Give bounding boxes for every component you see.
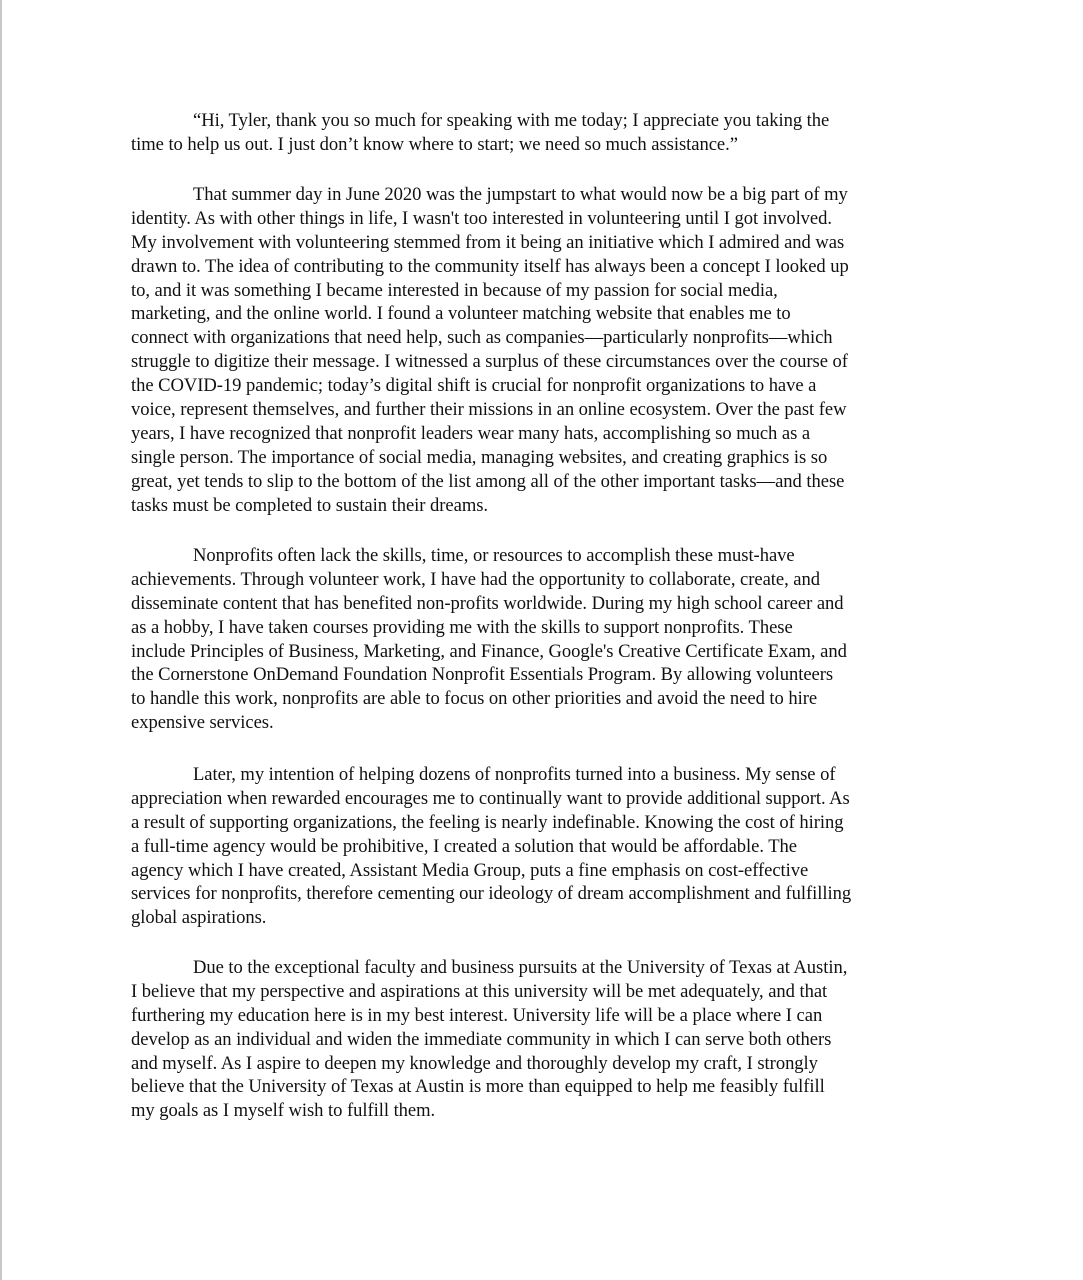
paragraph-first-line: Nonprofits often lack the skills, time, or resources to accomplish these must-have bbox=[193, 545, 795, 566]
paragraph-line: a full-time agency would be prohibitive, I created a solution that would be affordable. The bbox=[131, 835, 797, 857]
paragraph-line: single person. The importance of social media, managing websites, and creating graphics is so bbox=[131, 446, 828, 468]
paragraph-line: marketing, and the online world. I found a volunteer matching website that enables me to bbox=[131, 303, 791, 325]
paragraph-line: believe that the University of Texas at Austin is more than equipped to help me feasibly fulfill bbox=[131, 1076, 825, 1098]
paragraph-line: the Cornerstone OnDemand Foundation Nonprofit Essentials Program. By allowing volunteers bbox=[131, 664, 834, 686]
paragraph-line: appreciation when rewarded encourages me to continually want to provide additional support. As bbox=[131, 787, 850, 809]
paragraph-first-line: Later, my intention of helping dozens of nonprofits turned into a business. My sense of bbox=[193, 764, 836, 785]
paragraph-line: time to help us out. I just don’t know where to start; we need so much assistance.” bbox=[131, 133, 738, 155]
paragraph-line: develop as an individual and widen the immediate community in which I can serve both others bbox=[131, 1028, 832, 1050]
paragraph-line: years, I have recognized that nonprofit leaders wear many hats, accomplishing so much as a bbox=[131, 422, 811, 444]
page-edge bbox=[0, 0, 2, 1280]
paragraph-line: expensive services. bbox=[131, 712, 274, 734]
paragraph-nonprofit-skills bbox=[131, 544, 961, 735]
paragraph-line: struggle to digitize their message. I witnessed a surplus of these circumstances over the course of bbox=[131, 351, 848, 373]
paragraph-first-line: Due to the exceptional faculty and business pursuits at the University of Texas at Austin, bbox=[193, 957, 848, 978]
paragraph-line: drawn to. The idea of contributing to the community itself has always been a concept I looked up bbox=[131, 255, 849, 277]
paragraph-line: as a hobby, I have taken courses providing me with the skills to support nonprofits. These bbox=[131, 616, 793, 638]
paragraph-first-line: That summer day in June 2020 was the jumpstart to what would now be a big part of my bbox=[193, 184, 848, 205]
paragraph-line: My involvement with volunteering stemmed from it being an initiative which I admired and was bbox=[131, 231, 845, 253]
paragraph-line: achievements. Through volunteer work, I have had the opportunity to collaborate, create, and bbox=[131, 568, 820, 590]
paragraph-line: great, yet tends to slip to the bottom of the list among all of the other important tasks—and these bbox=[131, 470, 845, 492]
paragraph-line: connect with organizations that need help, such as companies—particularly nonprofits—which bbox=[131, 327, 833, 349]
paragraph-line: my goals as I myself wish to fulfill them. bbox=[131, 1100, 436, 1122]
paragraph-line: global aspirations. bbox=[131, 907, 267, 929]
paragraph-business-creation bbox=[131, 763, 961, 930]
paragraph-line: to handle this work, nonprofits are able to focus on other priorities and avoid the need to hire bbox=[131, 688, 818, 710]
paragraph-line: identity. As with other things in life, I wasn't too interested in volunteering until I got involved. bbox=[131, 207, 832, 229]
paragraph-line: include Principles of Business, Marketing, and Finance, Google's Creative Certificate Exam, and bbox=[131, 640, 847, 662]
paragraph-line: to, and it was something I became interested in because of my passion for social media, bbox=[131, 279, 778, 301]
paragraph-first-line: “Hi, Tyler, thank you so much for speaking with me today; I appreciate you taking the bbox=[193, 110, 830, 131]
paragraph-line: I believe that my perspective and aspirations at this university will be met adequately, and that bbox=[131, 980, 828, 1002]
paragraph-opening-quote bbox=[131, 109, 961, 157]
paragraph-university-closing bbox=[131, 956, 961, 1123]
paragraph-line: tasks must be completed to sustain their dreams. bbox=[131, 494, 489, 516]
paragraph-line: disseminate content that has benefited non-profits worldwide. During my high school career and bbox=[131, 592, 844, 614]
paragraph-line: the COVID-19 pandemic; today’s digital shift is crucial for nonprofit organizations to have a bbox=[131, 375, 817, 397]
paragraph-line: and myself. As I aspire to deepen my knowledge and thoroughly develop my craft, I strongly bbox=[131, 1052, 818, 1074]
paragraph-line: agency which I have created, Assistant Media Group, puts a fine emphasis on cost-effective bbox=[131, 859, 809, 881]
paragraph-volunteering-origin bbox=[131, 183, 961, 517]
paragraph-line: services for nonprofits, therefore cementing our ideology of dream accomplishment and fulfilling bbox=[131, 883, 852, 905]
paragraph-line: furthering my education here is in my best interest. University life will be a place where I can bbox=[131, 1004, 823, 1026]
paragraph-line: a result of supporting organizations, the feeling is nearly indefinable. Knowing the cost of hiring bbox=[131, 811, 844, 833]
paragraph-line: voice, represent themselves, and further their missions in an online ecosystem. Over the past few bbox=[131, 399, 847, 421]
